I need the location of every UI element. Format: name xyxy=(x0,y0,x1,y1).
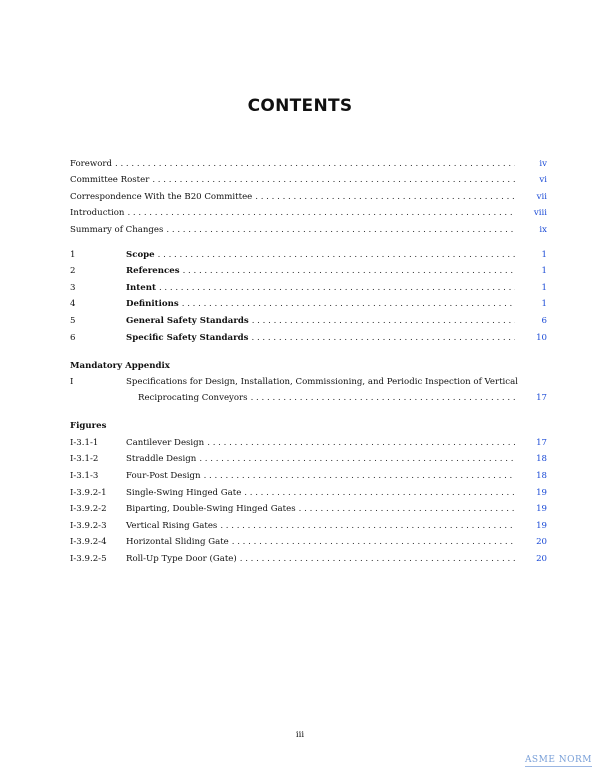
entry-title: Straddle Design xyxy=(126,454,197,465)
entry-title: Vertical Rising Gates xyxy=(126,520,218,531)
entry-title: Biparting, Double-Swing Hinged Gates xyxy=(126,504,296,515)
entry-page-link[interactable]: 19 xyxy=(536,487,547,498)
leader-dots xyxy=(299,504,515,514)
watermark-text: ASME NORM xyxy=(524,755,592,765)
toc-entry[interactable] xyxy=(70,531,547,548)
toc-entry[interactable] xyxy=(70,547,547,564)
toc-entry[interactable] xyxy=(70,185,547,202)
leader-dots xyxy=(158,250,515,260)
toc-entry[interactable] xyxy=(70,498,547,515)
entry-title: Four-Post Design xyxy=(126,470,201,481)
leader-dots xyxy=(240,554,515,564)
leader-dots xyxy=(232,537,515,547)
toc-entry[interactable] xyxy=(70,169,547,186)
entry-title: Introduction xyxy=(70,208,125,219)
leader-dots xyxy=(152,175,515,185)
leader-dots xyxy=(127,208,515,218)
toc-entry[interactable] xyxy=(70,152,547,169)
entry-page-link[interactable]: 6 xyxy=(541,315,547,326)
entry-title: Single-Swing Hinged Gate xyxy=(126,487,242,498)
toc-entry[interactable] xyxy=(70,218,547,235)
leader-dots xyxy=(220,521,515,531)
entry-page-link[interactable]: 10 xyxy=(536,332,547,343)
toc-entry[interactable] xyxy=(70,481,547,498)
entry-page-link[interactable]: viii xyxy=(533,208,547,219)
entry-page-link[interactable]: 1 xyxy=(541,266,547,277)
entry-number: 6 xyxy=(70,332,76,343)
entry-number: I-3.9.2-1 xyxy=(70,487,107,498)
leader-dots xyxy=(252,333,516,343)
entry-title: Specific Safety Standards xyxy=(126,332,249,343)
chapters-list xyxy=(70,243,547,343)
entry-title: Correspondence With the B20 Committee xyxy=(70,191,253,202)
entry-number: I-3.9.2-5 xyxy=(70,553,107,564)
entry-page-link[interactable]: iv xyxy=(539,158,547,169)
front-matter-list xyxy=(70,152,547,235)
entry-number: I-3.1-1 xyxy=(70,437,99,448)
toc-entry[interactable] xyxy=(70,260,547,277)
entry-page-link[interactable]: 19 xyxy=(536,504,547,515)
toc-entry[interactable] xyxy=(70,293,547,310)
leader-dots xyxy=(115,159,515,169)
entry-page-link[interactable]: vi xyxy=(539,175,547,186)
entry-number: I-3.1-2 xyxy=(70,454,99,465)
table-of-contents xyxy=(70,152,547,564)
watermark-logo xyxy=(525,755,592,767)
toc-entry[interactable] xyxy=(70,448,547,465)
entry-title: Definitions xyxy=(126,299,179,310)
toc-entry[interactable] xyxy=(70,309,547,326)
entry-title: Summary of Changes xyxy=(70,224,164,235)
leader-dots xyxy=(166,225,515,235)
toc-entry[interactable] xyxy=(70,243,547,260)
entry-page-link[interactable]: 18 xyxy=(536,470,547,481)
leader-dots xyxy=(182,299,515,309)
entry-title: Committee Roster xyxy=(70,175,150,186)
entry-page-link[interactable]: vii xyxy=(536,191,547,202)
entry-number: 1 xyxy=(70,249,76,260)
entry-title: Scope xyxy=(126,249,155,260)
figures-list xyxy=(70,431,547,564)
toc-entry[interactable] xyxy=(70,202,547,219)
figures-heading: Figures xyxy=(70,421,107,432)
leader-dots xyxy=(251,393,515,403)
entry-page-link[interactable]: 18 xyxy=(536,454,547,465)
page-title: CONTENTS xyxy=(247,96,353,116)
entry-title: Cantilever Design xyxy=(126,437,205,448)
leader-dots xyxy=(199,454,515,464)
watermark-underline xyxy=(525,766,592,767)
entry-title: References xyxy=(126,266,180,277)
entry-title-continued: Reciprocating Conveyors xyxy=(138,393,248,404)
entry-number: I-3.9.2-2 xyxy=(70,504,107,515)
entry-page-link[interactable]: ix xyxy=(539,224,547,235)
entry-number: 2 xyxy=(70,266,76,277)
toc-entry[interactable] xyxy=(70,431,547,448)
entry-title: Roll-Up Type Door (Gate) xyxy=(126,553,237,564)
toc-entry[interactable] xyxy=(70,514,547,531)
entry-page-link[interactable]: 20 xyxy=(536,553,547,564)
appendix-heading: Mandatory Appendix xyxy=(70,360,170,371)
entry-page-link[interactable]: 1 xyxy=(541,249,547,260)
entry-page-link[interactable]: 17 xyxy=(536,393,547,404)
entry-title: General Safety Standards xyxy=(126,315,249,326)
entry-number: 3 xyxy=(70,282,76,293)
toc-entry-appendix-I[interactable] xyxy=(70,371,547,404)
entry-page-link[interactable]: 19 xyxy=(536,520,547,531)
toc-entry[interactable] xyxy=(70,464,547,481)
entry-number: 4 xyxy=(70,299,76,310)
entry-number: I-3.9.2-4 xyxy=(70,537,107,548)
leader-dots xyxy=(207,438,515,448)
entry-number: 5 xyxy=(70,315,76,326)
entry-page-link[interactable]: 17 xyxy=(536,437,547,448)
entry-page-link[interactable]: 1 xyxy=(541,282,547,293)
entry-page-link[interactable]: 20 xyxy=(536,537,547,548)
toc-entry[interactable] xyxy=(70,326,547,343)
leader-dots xyxy=(183,266,515,276)
leader-dots xyxy=(244,488,515,498)
entry-page-link[interactable]: 1 xyxy=(541,299,547,310)
leader-dots xyxy=(252,316,515,326)
entry-number: I-3.1-3 xyxy=(70,470,99,481)
entry-title: Foreword xyxy=(70,158,112,169)
entry-title: Intent xyxy=(126,282,156,293)
entry-title: Horizontal Sliding Gate xyxy=(126,537,229,548)
leader-dots xyxy=(204,471,515,481)
toc-entry[interactable] xyxy=(70,276,547,293)
entry-title: Specifications for Design, Installation, Commissioning, and Periodic Inspection of Vertical xyxy=(126,376,518,387)
leader-dots xyxy=(255,192,515,202)
entry-number: I-3.9.2-3 xyxy=(70,520,107,531)
entry-number: I xyxy=(70,376,74,387)
leader-dots xyxy=(159,283,515,293)
page-number: iii xyxy=(295,730,305,740)
